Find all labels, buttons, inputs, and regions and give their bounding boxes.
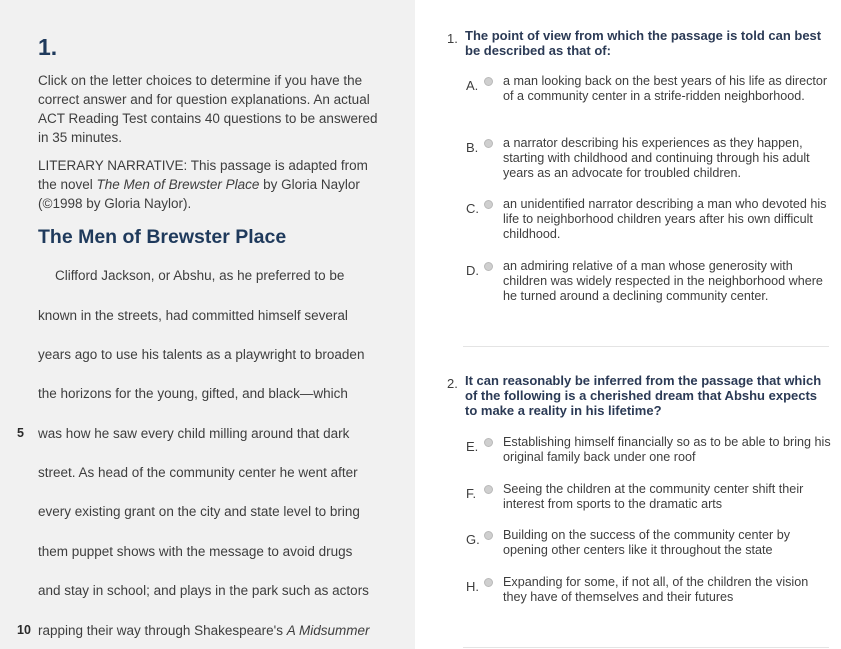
passage-line: the horizons for the young, gifted, and black—which: [38, 386, 348, 401]
choice-letter[interactable]: C.: [466, 201, 479, 216]
passage-line: them puppet shows with the message to avoid drugs: [38, 544, 353, 559]
passage-source: [38, 156, 383, 213]
source-prefix: LITERARY NARRATIVE: This passage is adapted from the novel: [38, 158, 368, 192]
choice-text[interactable]: a man looking back on the best years of his life as director of a community center in a strife-ridden neighborhood.: [503, 74, 828, 103]
choice-letter[interactable]: A.: [466, 78, 479, 93]
instructions-text: Click on the letter choices to determine if you have the correct answer and for question explanations. An actual ACT Reading Test contains 40 questions to be answered in 35 minutes.: [38, 73, 378, 145]
choice-text[interactable]: Building on the success of the community center by opening other centers like it throughout the state: [503, 528, 791, 557]
passage-line: was how he saw every child milling around that dark: [38, 426, 350, 441]
radio-circle-icon[interactable]: [484, 200, 493, 209]
choice-text[interactable]: an unidentified narrator describing a man who devoted his life to neighborhood children years after his own difficult childhood.: [503, 197, 827, 241]
choice-letter[interactable]: H.: [466, 579, 479, 594]
radio-circle-icon[interactable]: [484, 262, 493, 271]
radio-circle-icon[interactable]: [484, 485, 493, 494]
radio-circle-icon[interactable]: [484, 139, 493, 148]
line-number: 10: [17, 623, 31, 637]
passage-line: [38, 622, 398, 640]
choice-text[interactable]: Establishing himself financially so as to be able to bring his original family back under one roof: [503, 435, 831, 464]
choice-letter[interactable]: E.: [466, 439, 479, 454]
passage-panel: [0, 0, 415, 649]
choice-text[interactable]: an admiring relative of a man whose generosity with children was widely respected in the neighborhood where he turned around a declining community center.: [503, 259, 823, 303]
radio-circle-icon[interactable]: [484, 531, 493, 540]
questions-panel: [415, 0, 841, 649]
choice-text[interactable]: Seeing the children at the community center shift their interest from sports to the dramatic arts: [503, 482, 804, 511]
passage-line: years ago to use his talents as a playwright to broaden: [38, 347, 365, 362]
question-index: 2.: [447, 376, 458, 391]
passage-line: every existing grant on the city and state level to bring: [38, 504, 360, 519]
divider: [463, 647, 829, 648]
choice-letter[interactable]: B.: [466, 140, 479, 155]
question-stem: It can reasonably be inferred from the passage that which of the following is a cherished dream that Abshu expects to make a reality in his lifetime?: [465, 373, 822, 418]
source-suffix: by Gloria Naylor (©1998 by Gloria Naylor).: [38, 177, 360, 211]
passage-line: Clifford Jackson, or Abshu, as he preferred to be: [55, 268, 345, 283]
passage-line: and stay in school; and plays in the park such as actors: [38, 583, 369, 598]
passage-line-text: rapping their way through Shakespeare's: [38, 623, 287, 638]
radio-circle-icon[interactable]: [484, 438, 493, 447]
question-number: 1.: [38, 34, 58, 60]
choice-letter[interactable]: F.: [466, 486, 477, 501]
choice-letter[interactable]: G.: [466, 532, 480, 547]
choice-text[interactable]: a narrator describing his experiences as they happen, starting with childhood and continuing through his adult years as an advocate for troubled children.: [503, 136, 810, 180]
passage-title: The Men of Brewster Place: [38, 226, 287, 248]
question-stem: The point of view from which the passage is told can best be described as that of:: [465, 28, 822, 58]
question-index: 1.: [447, 31, 458, 46]
divider: [463, 346, 829, 347]
source-novel-title: The Men of Brewster Place: [96, 177, 260, 192]
line-number: 5: [17, 426, 24, 440]
passage-line-italic: A Midsummer: [286, 623, 370, 638]
choice-text[interactable]: Expanding for some, if not all, of the children the vision they have of themselves and their futures: [503, 575, 809, 604]
radio-circle-icon[interactable]: [484, 77, 493, 86]
choice-letter[interactable]: D.: [466, 263, 479, 278]
radio-circle-icon[interactable]: [484, 578, 493, 587]
passage-line: known in the streets, had committed himself several: [38, 308, 348, 323]
passage-line: street. As head of the community center he went after: [38, 465, 358, 480]
